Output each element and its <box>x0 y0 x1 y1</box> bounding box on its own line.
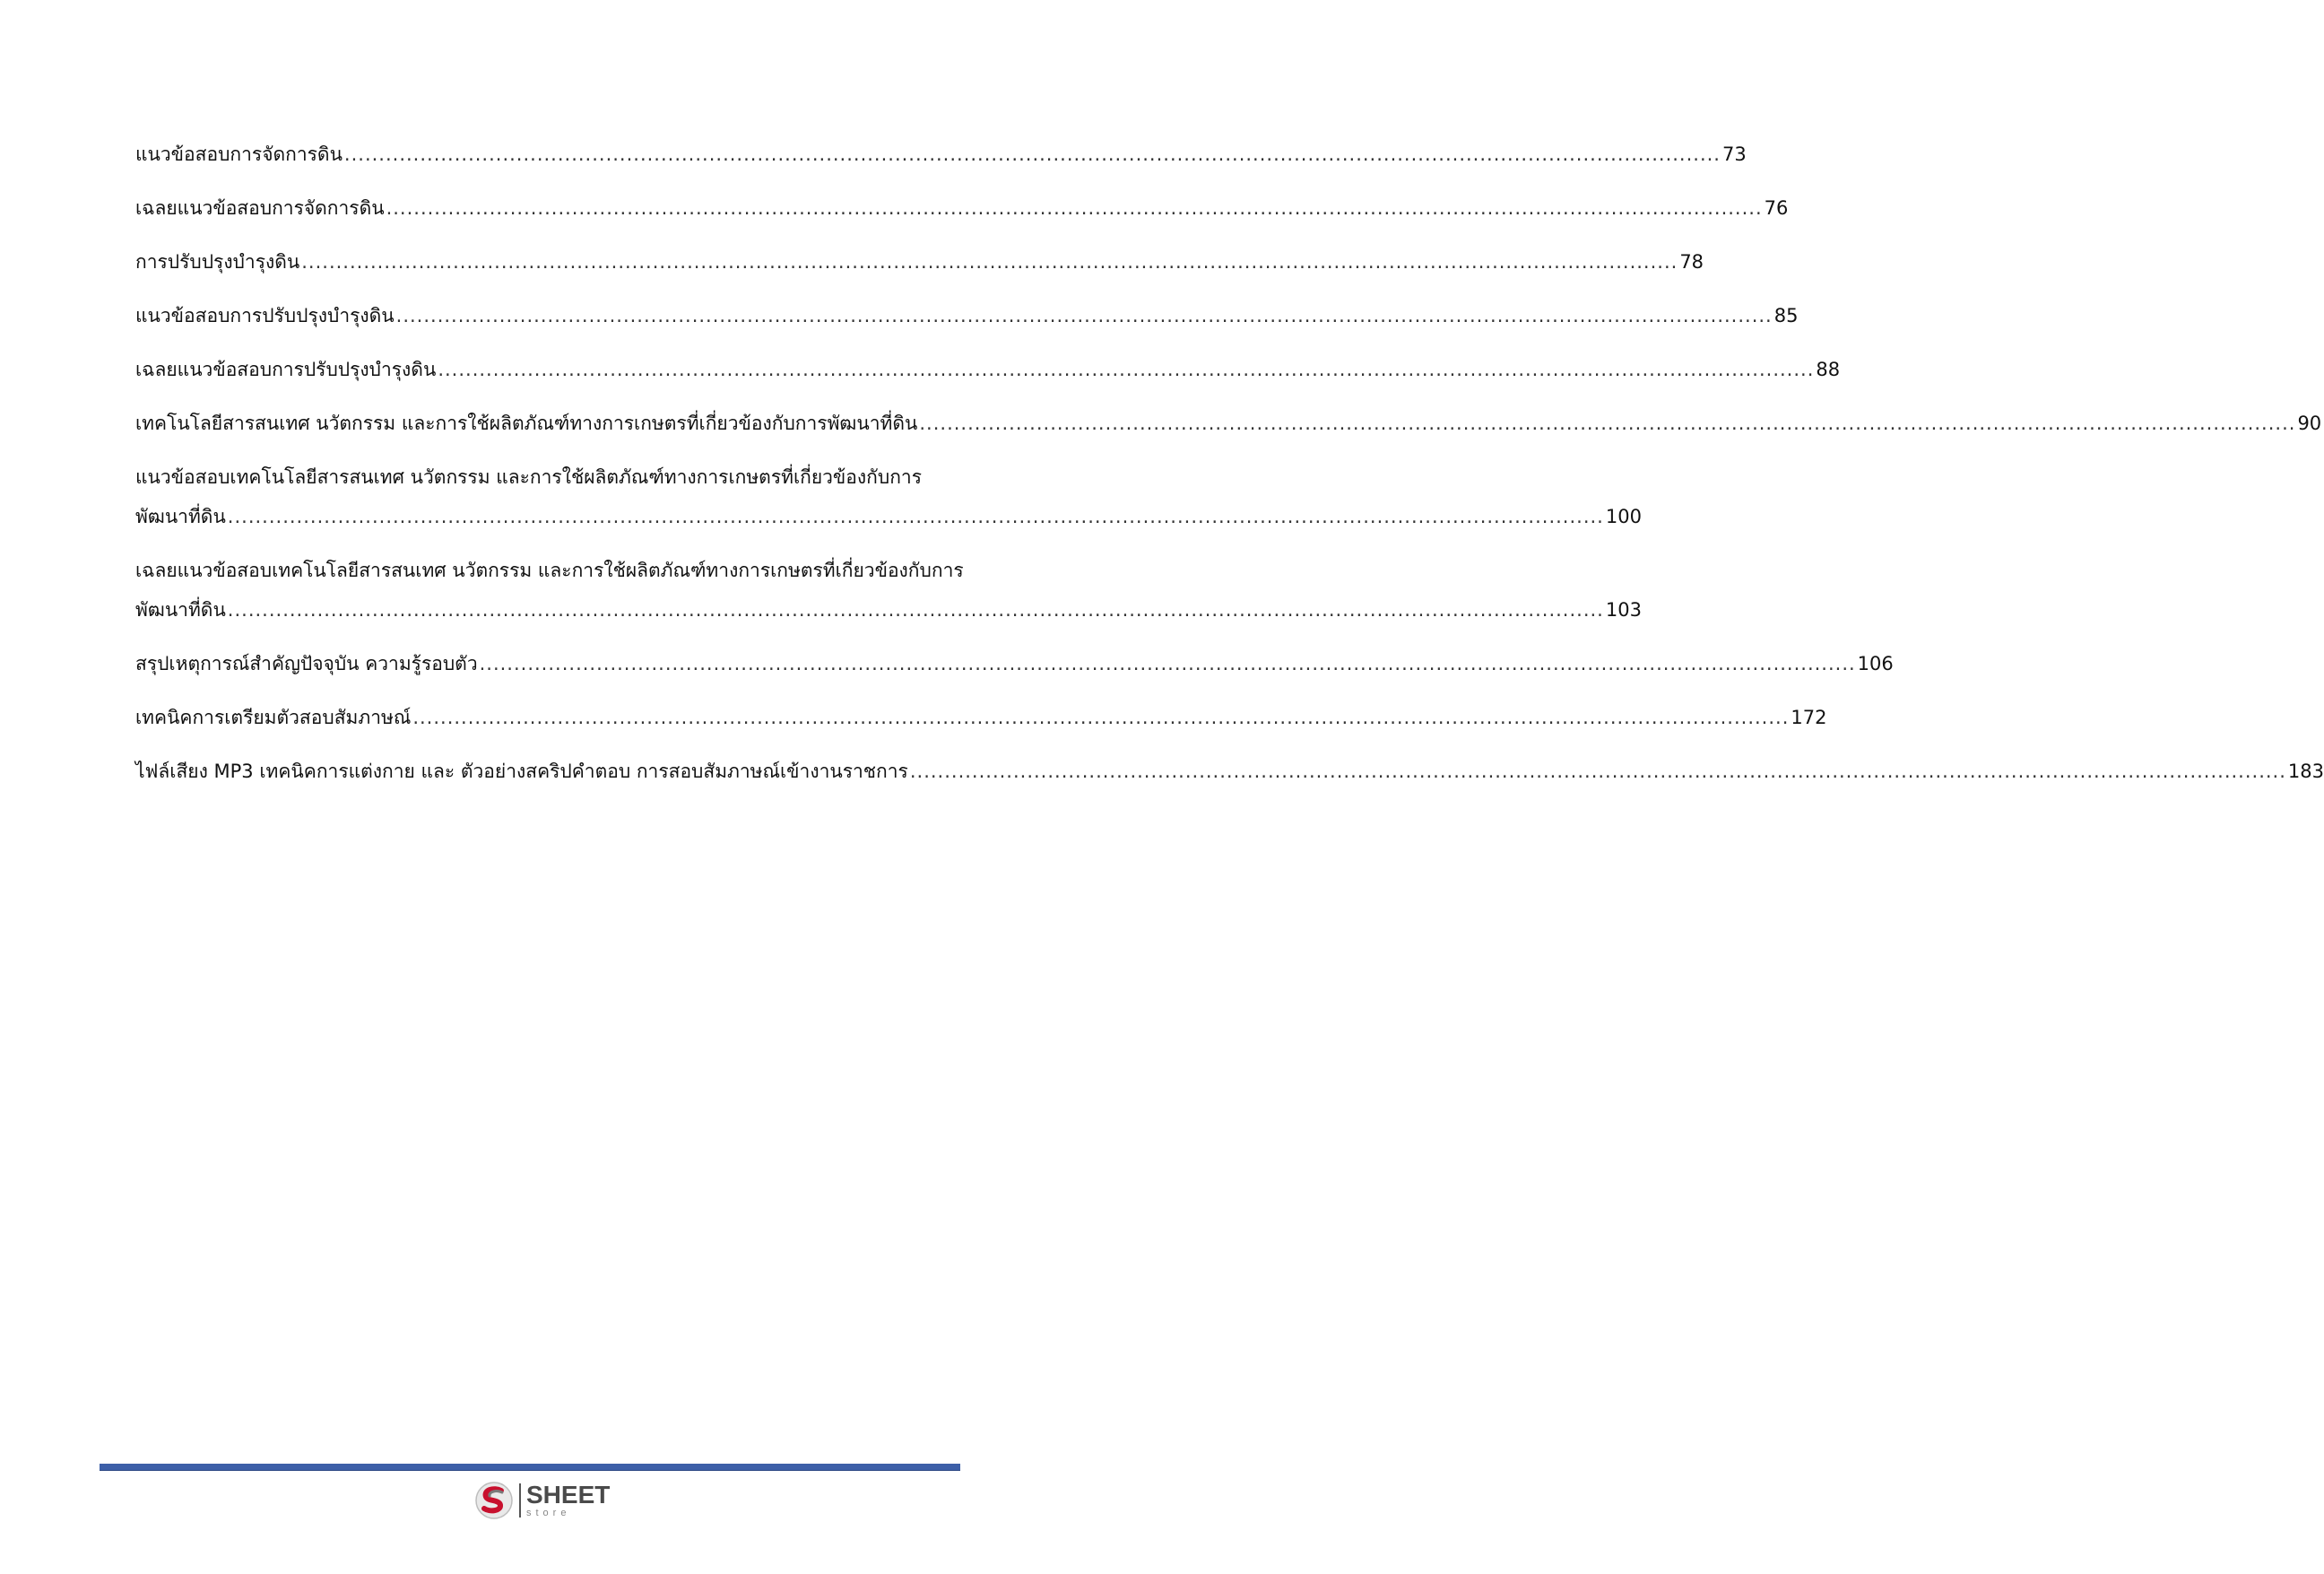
toc-entry-title: แนวข้อสอบการปรับปรุงบำรุงดิน <box>135 305 395 326</box>
toc-entry-page: 172 <box>1791 707 1827 728</box>
toc-entry[interactable] <box>135 752 2324 791</box>
toc-entry-page: 183 <box>2287 761 2324 782</box>
toc-leader-dots: ........................................................................................................................................................................................................ <box>301 251 1678 273</box>
toc-entry-title-line2: พัฒนาที่ดิน <box>135 506 226 527</box>
toc-entry[interactable] <box>135 350 1841 389</box>
toc-leader-dots: ........................................................................................................................................................................................................ <box>227 599 1604 621</box>
toc-entry-title: ไฟล์เสียง MP3 เทคนิคการแต่งกาย และ ตัวอย่างสคริปคำตอบ การสอบสัมภาษณ์เข้างานราชการ <box>135 761 908 782</box>
toc-entry-page: 88 <box>1816 359 1841 380</box>
toc-entry-page: 78 <box>1679 251 1704 273</box>
toc-entry-title: เทคโนโลยีสารสนเทศ นวัตกรรม และการใช้ผลิตภัณฑ์ทางการเกษตรที่เกี่ยวข้องกับการพัฒนาที่ดิน <box>135 413 918 434</box>
toc-entry-title-line1: แนวข้อสอบเทคโนโลยีสารสนเทศ นวัตกรรม และการใช้ผลิตภัณฑ์ทางการเกษตรที่เกี่ยวข้องกับการ <box>135 466 922 488</box>
toc-leader-dots: ........................................................................................................................................................................................................ <box>395 305 1773 326</box>
toc-entry[interactable] <box>135 644 1894 683</box>
table-of-contents <box>135 135 2324 805</box>
toc-entry[interactable] <box>135 296 1799 335</box>
toc-entry[interactable] <box>135 698 1827 737</box>
toc-entry[interactable] <box>135 457 1642 536</box>
toc-leader-dots: ........................................................................................................................................................................................................ <box>412 707 1790 728</box>
toc-entry-page: 100 <box>1605 506 1642 527</box>
toc-entry-page: 90 <box>2297 413 2322 434</box>
toc-entry-title: แนวข้อสอบการจัดการดิน <box>135 143 343 165</box>
toc-entry[interactable] <box>135 242 1704 282</box>
toc-entry-title-line2: พัฒนาที่ดิน <box>135 599 226 621</box>
toc-leader-dots: ........................................................................................................................................................................................................ <box>386 197 1763 219</box>
toc-entry-title: เทคนิคการเตรียมตัวสอบสัมภาษณ์ <box>135 707 412 728</box>
logo-separator <box>519 1483 521 1517</box>
toc-leader-dots: ........................................................................................................................................................................................................ <box>919 413 2296 434</box>
toc-entry-title: เฉลยแนวข้อสอบการปรับปรุงบำรุงดิน <box>135 359 437 380</box>
toc-entry-title: การปรับปรุงบำรุงดิน <box>135 251 300 273</box>
logo-word: SHEET <box>526 1481 611 1509</box>
footer-rule <box>100 1464 960 1471</box>
toc-leader-dots: ........................................................................................................................................................................................................ <box>479 653 1856 674</box>
sheet-store-logo-icon <box>474 1481 514 1520</box>
toc-leader-dots: ........................................................................................................................................................................................................ <box>438 359 1815 380</box>
toc-entry-page: 85 <box>1773 305 1799 326</box>
toc-entry[interactable] <box>135 135 1747 174</box>
logo-subword: store <box>526 1508 571 1518</box>
toc-entry-page: 103 <box>1605 599 1642 621</box>
toc-entry-title-line1: เฉลยแนวข้อสอบเทคโนโลยีสารสนเทศ นวัตกรรม และการใช้ผลิตภัณฑ์ทางการเกษตรที่เกี่ยวข้องกับการ <box>135 560 964 581</box>
toc-entry-page: 73 <box>1721 143 1747 165</box>
sheet-store-logo <box>474 1480 610 1521</box>
toc-entry-page: 76 <box>1764 197 1789 219</box>
toc-entry-page: 106 <box>1857 653 1894 674</box>
toc-entry-title: สรุปเหตุการณ์สำคัญปัจจุบัน ความรู้รอบตัว <box>135 653 478 674</box>
toc-entry[interactable] <box>135 551 1642 630</box>
toc-entry[interactable] <box>135 188 1789 228</box>
toc-leader-dots: ........................................................................................................................................................................................................ <box>343 143 1721 165</box>
toc-entry[interactable] <box>135 404 2322 443</box>
toc-entry-title: เฉลยแนวข้อสอบการจัดการดิน <box>135 197 385 219</box>
toc-leader-dots: ........................................................................................................................................................................................................ <box>227 506 1604 527</box>
toc-leader-dots: ........................................................................................................................................................................................................ <box>909 761 2286 782</box>
logo-text <box>526 1483 610 1518</box>
